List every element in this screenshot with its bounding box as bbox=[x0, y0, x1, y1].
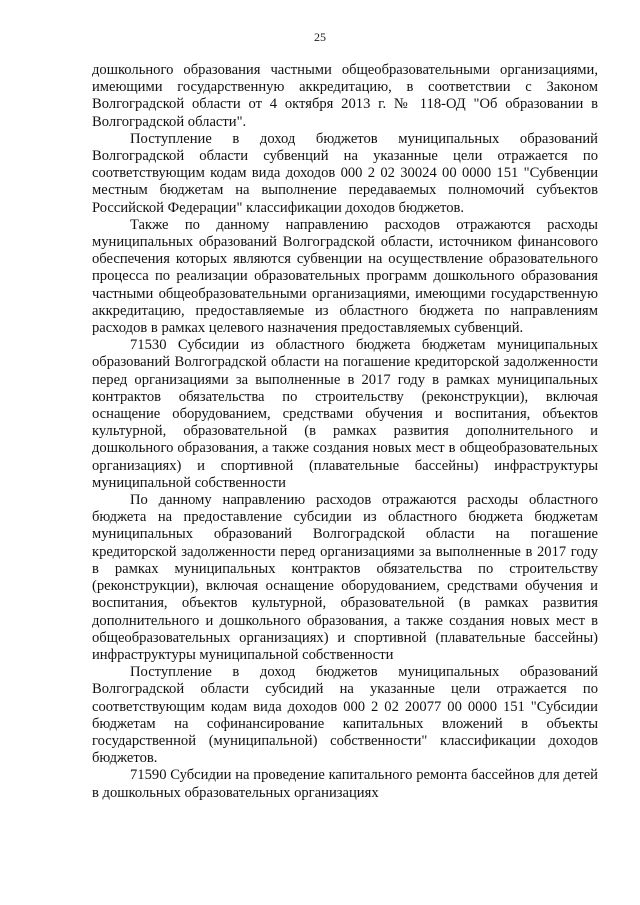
page-number: 25 bbox=[314, 30, 326, 44]
paragraph-heading-71530: 71530 Субсидии из областного бюджета бюджетам муниципальных образований Волгоградской области на погашение кредиторской задолженности перед организациями за выполненные в 2017 году в рамках муниципальных контрактов обязательства по строительству (реконструкции), включая оснащение оборудованием, средствами обучения и воспитания, объектов культурной, образовательной (в рамках развития дополнительного и дошкольного образования, а также создания новых мест в общеобразовательных организациях) и спортивной (плавательные бассейны) инфраструктуры муниципальной собственности bbox=[92, 337, 598, 491]
paragraph-regional-expenses: По данному направлению расходов отражаются расходы областного бюджета на предоставление субсидии из областного бюджета бюджетам муниципальных образований Волгоградской области на погашение кредиторской задолженности перед организациями за выполненные в 2017 году в рамках муниципальных контрактов обязательства по строительству (реконструкции), включая оснащение оборудованием, средствами обучения и воспитания, объектов культурной, образовательной (в рамках развития дополнительного и дошкольного образования, а также создания новых мест в общеобразовательных организациях) и спортивной (плавательные бассейны) инфраструктуры муниципальной собственности bbox=[92, 492, 598, 663]
paragraph-revenue-subventions: Поступление в доход бюджетов муниципальных образований Волгоградской области субвенций на указанные цели отражается по соответствующим кодам вида доходов 000 2 02 30024 00 0000 151 "Субвенции местным бюджетам на выполнение передаваемых полномочий субъектов Российской Федерации" классификации доходов бюджетов. bbox=[92, 130, 598, 216]
paragraph-heading-71590: 71590 Субсидии на проведение капитального ремонта бассейнов для детей в дошкольных образовательных организациях bbox=[92, 767, 598, 801]
document-body bbox=[92, 62, 598, 802]
paragraph-continuation: дошкольного образования частными общеобразовательными организациями, имеющими государственную аккредитацию, в соответствии с Законом Волгоградской области от 4 октября 2013 г. № 118-ОД "Об образовании в Волгоградской области". bbox=[92, 62, 598, 130]
paragraph-municipal-expenses: Также по данному направлению расходов отражаются расходы муниципальных образований Волгоградской области, источником финансового обеспечения которых являются субвенции на осуществление образовательного процесса по реализации образовательных программ дошкольного образования частными общеобразовательными организациями, имеющими государственную аккредитацию, предоставляемые из областного бюджета по направлениям расходов в рамках целевого назначения предоставляемых субвенций. bbox=[92, 216, 598, 337]
paragraph-revenue-subsidies: Поступление в доход бюджетов муниципальных образований Волгоградской области субсидий на указанные цели отражается по соответствующим кодам вида доходов 000 2 02 20077 00 0000 151 "Субсидии бюджетам на софинансирование капитальных вложений в объекты государственной (муниципальной) собственности" классификации доходов бюджетов. bbox=[92, 664, 598, 767]
